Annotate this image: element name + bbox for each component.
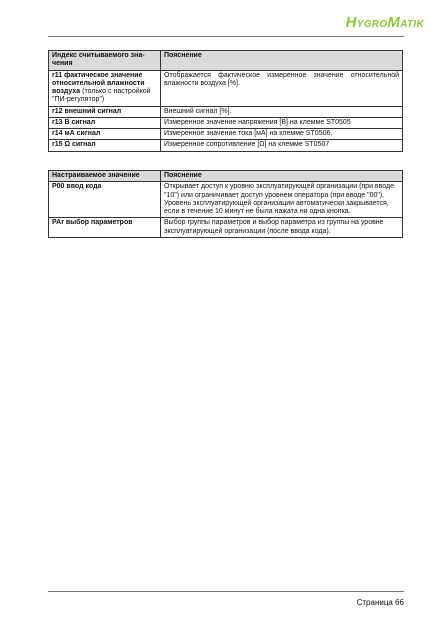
param-name: r15 Ω сигнал (49, 140, 161, 151)
param-name-cell (49, 70, 161, 106)
param-description: Измеренное значение тока [мА] на клемме ST0506. (161, 129, 403, 140)
header-divider (48, 36, 404, 37)
param-name: r13 В сигнал (49, 117, 161, 128)
param-description: Отображается фактическое измеренное значение относительной влажности воздуха [%]. (161, 70, 403, 106)
param-description: Открывает доступ к уровню эксплуатирующей организации (при вводе "10") или ограничивает доступ уровнем оператора (при вводе "00"). Уровень эксплуатирующей организации автоматически закрывается, если в течение 10 минут не была нажата ни одна кнопка. (161, 182, 403, 218)
logo-ygro: YGRO (356, 19, 388, 30)
param-note: (только с настройкой "ПИ-регулятор") (52, 88, 151, 104)
column-header-setting: Настраиваемое значение (49, 171, 161, 182)
param-description: Выбор группы параметров и выбор параметра из группы на уровне эксплуатирующей организации (после ввода кода). (161, 218, 403, 238)
table-row (49, 182, 403, 218)
param-description: Измеренное значение напряжения [В] на клемме ST0505 (161, 117, 403, 128)
table-row (49, 129, 403, 140)
footer-divider (48, 591, 404, 592)
hygromatik-logo (346, 14, 424, 31)
table-row (49, 117, 403, 128)
param-name: r11 фактическое значение относительной влажности воздуха (52, 71, 145, 95)
table-header-row (49, 51, 403, 71)
readout-values-table (48, 50, 403, 152)
table-row (49, 106, 403, 117)
column-header-explanation: Пояснение (161, 51, 403, 71)
param-name: r12 внешний сигнал (49, 106, 161, 117)
logo-h: H (345, 14, 357, 31)
table-header-row (49, 171, 403, 182)
param-name: r14 мА сигнал (49, 129, 161, 140)
param-description: Внешний сигнал [%]. (161, 106, 403, 117)
table-row (49, 70, 403, 106)
page-number: Страница 66 (356, 598, 404, 607)
settable-values-table (48, 170, 403, 238)
param-name: P00 ввод кода (49, 182, 161, 218)
table-row (49, 218, 403, 238)
column-header-index: Индекс считываемого зна-чения (49, 51, 161, 71)
column-header-explanation: Пояснение (161, 171, 403, 182)
logo-atik: ATIK (400, 19, 424, 30)
logo-m: M (387, 14, 401, 31)
param-name: PAr выбор параметров (49, 218, 161, 238)
param-description: Измеренное сопротивление [Ω] на клемме ST0507 (161, 140, 403, 151)
table-row (49, 140, 403, 151)
